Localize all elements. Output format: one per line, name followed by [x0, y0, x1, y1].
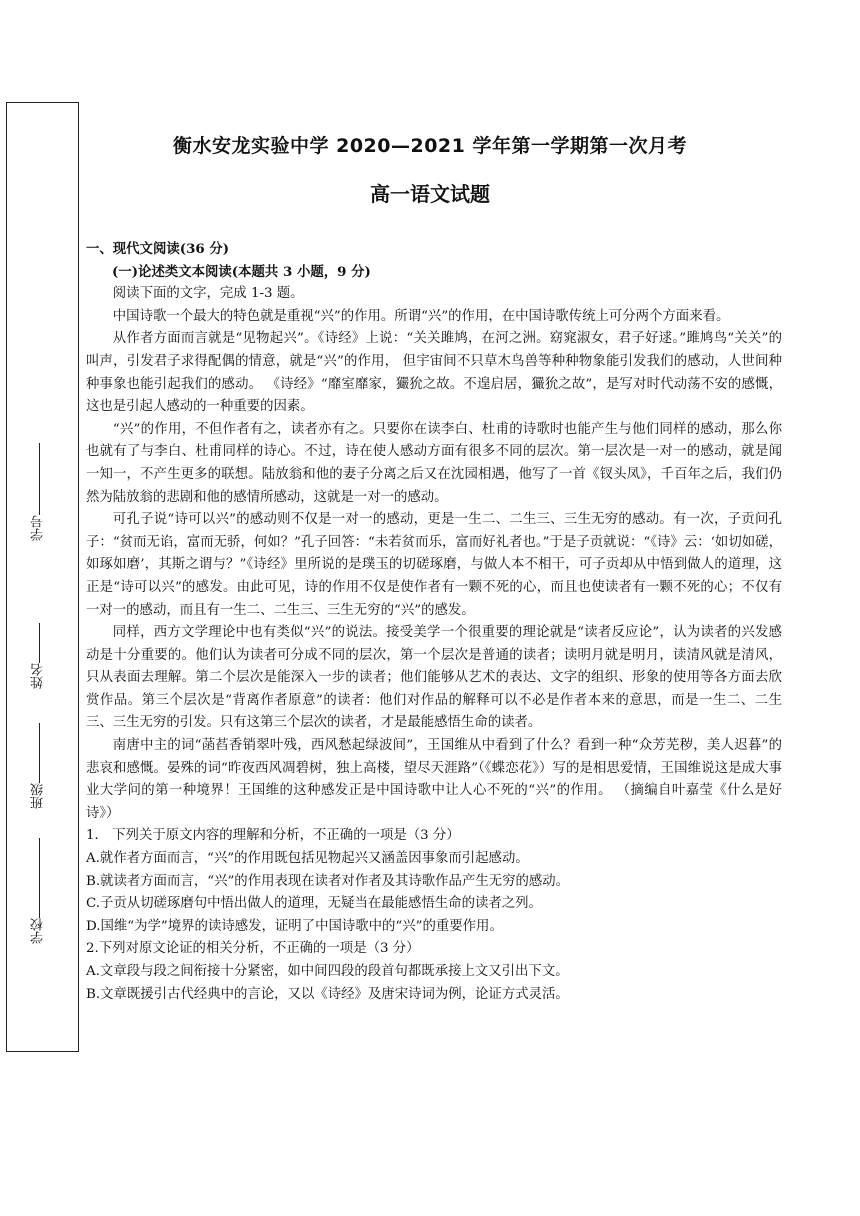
class-line: [39, 723, 40, 783]
reading-instruction: 阅读下面的文字，完成 1-3 题。: [112, 286, 304, 302]
option-d[interactable]: D.国维“为学”境界的读诗感发，证明了中国诗歌中的“兴”的重要作用。: [86, 918, 503, 934]
passage-paragraph: 可孔子说“诗可以兴”的感动则不仅是一对一的感动，更是一生二、二生三、三生无穷的感动。有一次，子贡问孔子：“贫而无谄，富而无骄，何如？”孔子回答：“未若贫而乐，富而好礼者也。”于是子贡就说：“《诗》云：‘如切如磋，如琢如磨’，其斯之谓与？”《诗经》里所说的是璞玉的切磋琢磨，与做人本不相干，可子贡却从中悟到做人的道理，这正是“诗可以兴”的感发。由此可见，诗的作用不仅是使作者有一颗不死的心，而且也使读者有一颗不死的心；不仅有一对一的感动，而且有一生二、二生三、三生无穷的“兴”的感发。: [86, 512, 782, 618]
class-field[interactable]: [29, 723, 49, 809]
school-line: [39, 838, 40, 918]
school-field[interactable]: [29, 838, 49, 944]
name-label: 姓名: [31, 663, 46, 689]
binding-strip: [6, 102, 79, 1052]
exam-content: [86, 238, 782, 1006]
name-line: [39, 623, 40, 663]
question-2: [86, 938, 782, 1006]
passage-paragraph: 南唐中主的词“菡萏香销翠叶残，西风愁起绿波间”，王国维从中看到了什么？看到一种“众芳芜秽，美人迟暮”的悲哀和感慨。晏殊的词“昨夜西风凋碧树，独上高楼，望尽天涯路”（《蝶恋花》）写的是相思爱情，王国维说这是成大事业大学问的第一种境界！王国维的这种感发正是中国诗歌中让人心不死的“兴”的作用。 （摘编自叶嘉莹《什么是好诗》）: [86, 738, 782, 821]
question-stem: 1． 下列关于原文内容的理解和分析，不正确的一项是（3 分）: [86, 828, 460, 844]
passage-paragraph: 中国诗歌一个最大的特色就是重视“兴”的作用。所谓“兴”的作用，在中国诗歌传统上可分两个方面来看。: [112, 308, 730, 324]
passage-paragraph: “兴”的作用，不但作者有之，读者亦有之。只要你在读李白、杜甫的诗歌时也能产生与他们同样的感动，那么你也就有了与李白、杜甫同样的诗心。不过，诗在使人感动方面有很多不同的层次。第一层次是一对一的感动，就是闻一知一，不产生更多的联想。陆放翁和他的妻子分离之后又在沈园相遇，他写了一首《钗头凤》，千百年之后，我们仍然为陆放翁的悲剧和他的感情所感动，这就是一对一的感动。: [86, 421, 782, 505]
section-subheading: (一)论述类文本阅读(本题共 3 小题，9 分): [112, 263, 371, 280]
section-heading: 一、现代文阅读(36 分): [86, 241, 230, 257]
student-id-label: 学号: [31, 515, 46, 541]
student-id-line: [39, 443, 40, 515]
class-label: 班级: [31, 783, 46, 809]
student-id-field[interactable]: [29, 443, 49, 541]
exam-subtitle: 高一语文试题: [370, 182, 490, 206]
question-1: [86, 825, 782, 938]
option-a[interactable]: A.文章段与段之间衔接十分紧密，如中间四段的段首句都既承接上文又引出下文。: [86, 964, 569, 979]
exam-title: 衡水安龙实验中学 2020—2021 学年第一学期第一次月考: [173, 135, 687, 157]
school-label: 学校: [31, 918, 46, 944]
option-a[interactable]: A.就作者方面而言，“兴”的作用既包括见物起兴又涵盖因事象而引起感动。: [86, 851, 529, 867]
option-b[interactable]: B.文章既援引古代经典中的言论，又以《诗经》及唐宋诗词为例，论证方式灵活。: [86, 986, 569, 1002]
option-c[interactable]: C.子贡从切磋琢磨句中悟出做人的道理，无疑当在最能感悟生命的读者之列。: [86, 896, 542, 912]
name-field[interactable]: [29, 623, 49, 689]
option-b[interactable]: B.就读者方面而言，“兴”的作用表现在读者对作者及其诗歌作品产生无穷的感动。: [86, 873, 570, 889]
passage-paragraph: 从作者方面而言就是“见物起兴”。《诗经》上说：“关关雎鸠，在河之洲。窈窕淑女，君子好逑。”雎鸠鸟“关关”的叫声，引发君子求得配偶的情意，就是“兴”的作用， 但宇宙间不只草木鸟兽等种种物象能引发我们的感动，人世间种种事象也能引起我们的感动。 《诗经》“靡室靡家，玁狁之故。不遑启居，玁狁之故”，是写对时代动荡不安的感慨，这也是引起人感动的一种重要的因素。: [86, 331, 782, 415]
passage-paragraph: 同样，西方文学理论中也有类似“兴”的说法。接受美学一个很重要的理论就是“读者反应论”，认为读者的兴发感动是十分重要的。他们认为读者可分成不同的层次，第一个层次是普通的读者；读明月就是明月，读清风就是清风，只从表面去理解。第二个层次是能深入一步的读者；他们能够从艺术的表达、文字的组织、形象的使用等各方面去欣赏作品。第三个层次是“背离作者原意”的读者：他们对作品的解释可以不必是作者本来的意思，而是一生二、二生三、三生无穷的引发。只有这第三个层次的读者，才是最能感悟生命的读者。: [86, 625, 782, 731]
question-stem: 2.下列对原文论证的相关分析，不正确的一项是（3 分）: [86, 941, 420, 957]
